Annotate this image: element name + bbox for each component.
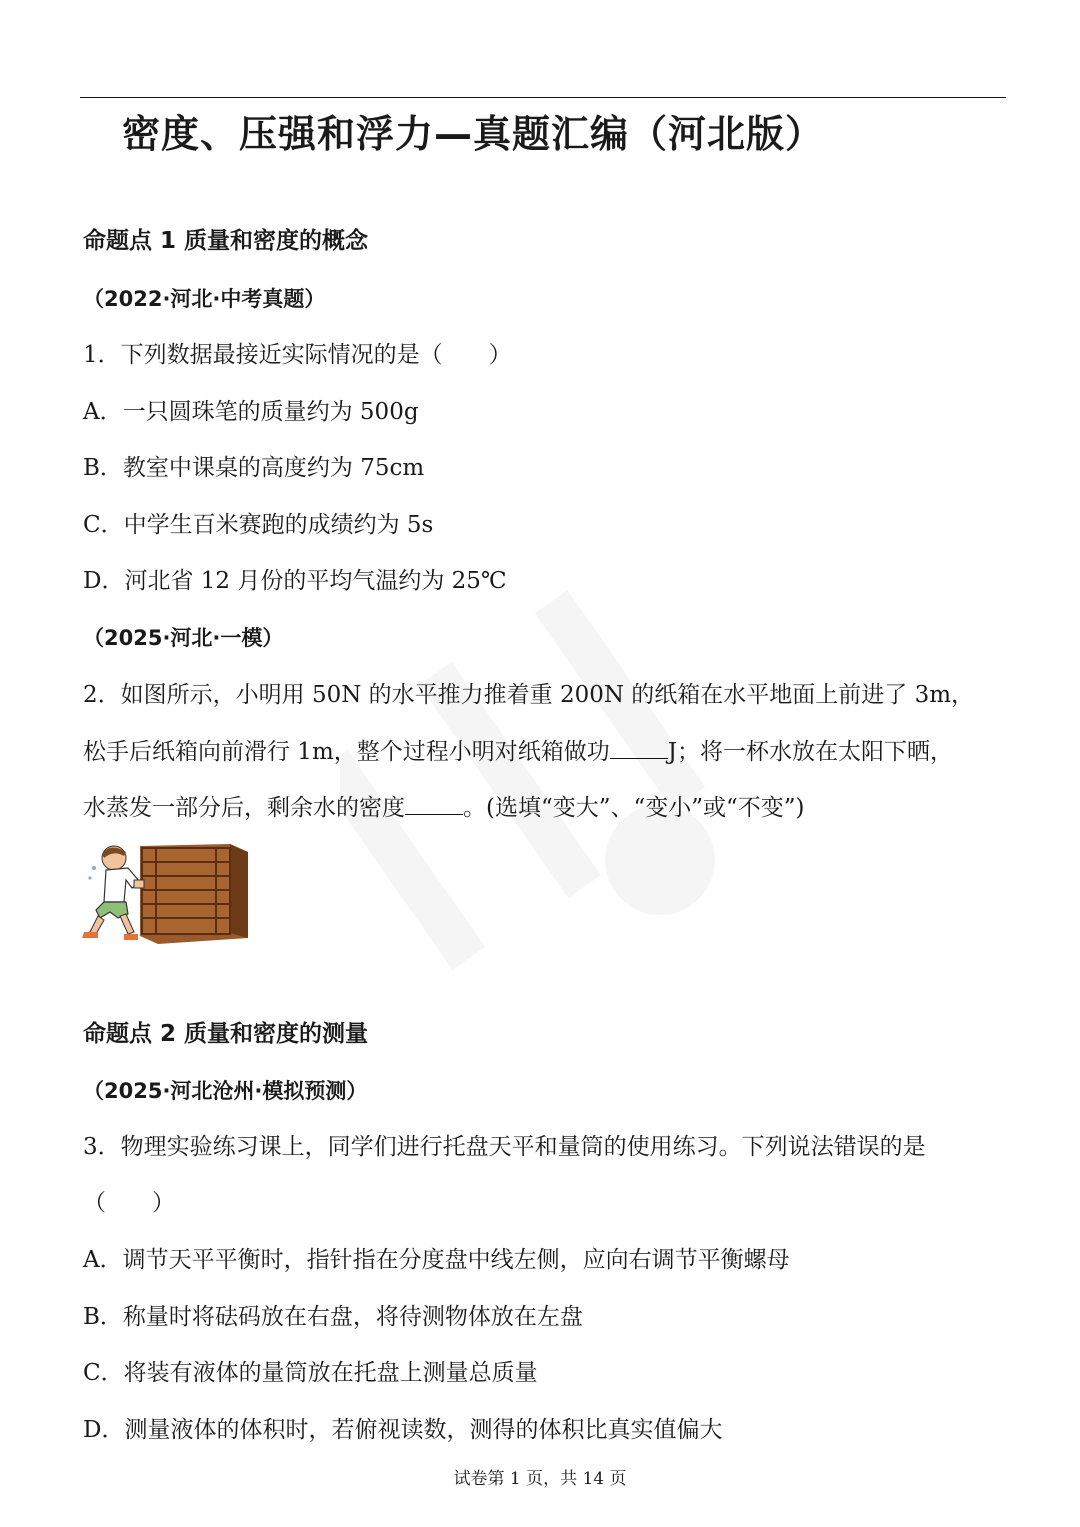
- question-3-paren: （ ）: [83, 1190, 175, 1216]
- question-2-line-3: [83, 792, 805, 823]
- question-3-option-c: C．将装有液体的量筒放在托盘上测量总质量: [83, 1360, 538, 1386]
- question-1-option-c: C．中学生百米赛跑的成绩约为 5s: [83, 512, 434, 538]
- question-3-stem: 3．物理实验练习课上，同学们进行托盘天平和量筒的使用练习。下列说法错误的是: [83, 1134, 926, 1160]
- question-2-line-3-part-a: 水蒸发一部分后，剩余水的密度: [83, 795, 405, 821]
- question-2-line-3-part-b: 。(选填“变大”、“变小”或“不变”): [463, 795, 805, 821]
- question-3-option-b: B．称量时将砝码放在右盘，将待测物体放在左盘: [83, 1304, 583, 1330]
- question-2-line-2: [83, 736, 953, 767]
- answer-blank-density: [405, 792, 463, 815]
- question-1-option-a: A．一只圆珠笔的质量约为 500g: [83, 399, 419, 425]
- question-source-3: （2025·河北沧州·模拟预测）: [83, 1079, 368, 1103]
- question-2-line-2-part-b: J；将一杯水放在太阳下晒，: [667, 739, 953, 765]
- page-title: 密度、压强和浮力—真题汇编（河北版）: [122, 112, 825, 156]
- boy-pushing-box-illustration: [80, 838, 255, 948]
- question-2-line-2-part-a: 松手后纸箱向前滑行 1m，整个过程小明对纸箱做功: [83, 739, 610, 765]
- question-1-option-d: D．河北省 12 月份的平均气温约为 25℃: [83, 568, 507, 594]
- watermark-logo-icon: [340, 560, 760, 1000]
- crate-icon: [140, 844, 248, 944]
- question-2-line-1: 2．如图所示，小明用 50N 的水平推力推着重 200N 的纸箱在水平地面上前进了 3m，: [83, 682, 975, 708]
- question-3-option-a: A．调节天平平衡时，指针指在分度盘中线左侧，应向右调节平衡螺母: [83, 1247, 790, 1273]
- answer-blank-work: [610, 736, 668, 759]
- question-1-stem: 1．下列数据最接近实际情况的是（ ）: [83, 342, 512, 368]
- boy-icon: [82, 846, 144, 940]
- question-source-1: （2022·河北·中考真题）: [83, 287, 326, 311]
- top-rule: [80, 97, 1006, 98]
- question-1-option-b: B．教室中课桌的高度约为 75cm: [83, 455, 425, 481]
- page-footer: 试卷第 1 页，共 14 页: [453, 1469, 627, 1489]
- question-3-option-d: D．测量液体的体积时，若俯视读数，测得的体积比真实值偏大: [83, 1417, 723, 1443]
- question-source-2: （2025·河北·一模）: [83, 626, 284, 650]
- section-heading-1: 命题点 1 质量和密度的概念: [83, 228, 369, 254]
- section-heading-2: 命题点 2 质量和密度的测量: [83, 1021, 369, 1047]
